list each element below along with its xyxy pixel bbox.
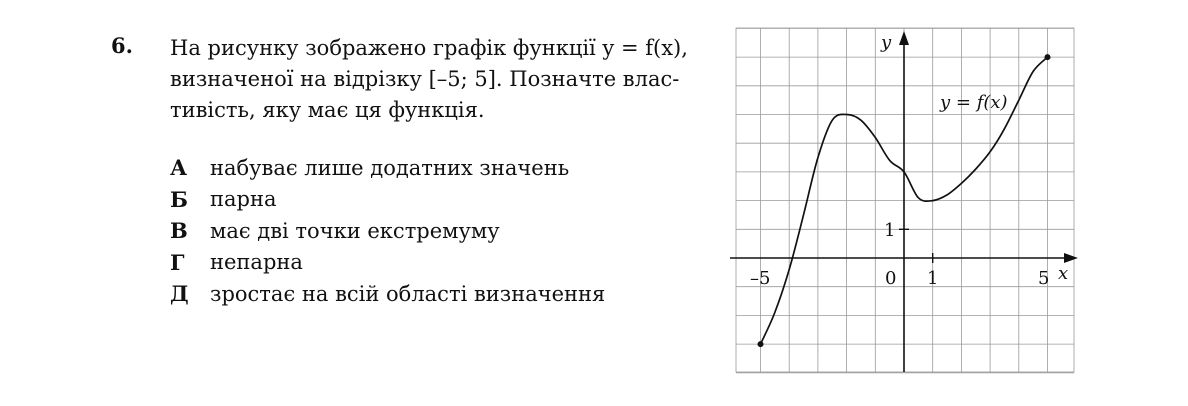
option-d[interactable] bbox=[170, 278, 605, 310]
x-tick-label: 5 bbox=[1038, 268, 1050, 289]
option-text: парна bbox=[210, 187, 277, 212]
option-v[interactable] bbox=[170, 215, 605, 247]
question-line-2: визначеної на відрізку [–5; 5]. Позначте влас- bbox=[170, 67, 680, 91]
x-tick-label: –5 bbox=[750, 268, 771, 289]
option-a[interactable] bbox=[170, 152, 605, 184]
option-text: набуває лише додатних значень bbox=[210, 155, 570, 180]
question-number: 6. bbox=[111, 33, 133, 58]
x-axis-arrow bbox=[1064, 253, 1078, 263]
axes bbox=[730, 31, 1078, 372]
option-letter: Д bbox=[170, 281, 189, 307]
grid bbox=[736, 28, 1074, 373]
curve-label: y = f(x) bbox=[940, 92, 1008, 113]
endpoint-dot bbox=[1045, 54, 1051, 60]
endpoint-dot bbox=[758, 341, 764, 347]
question-line-3: тивість, яку має ця функція. bbox=[170, 98, 485, 122]
x-tick-label: 1 bbox=[927, 268, 939, 289]
x-tick-label: 0 bbox=[885, 268, 897, 289]
x-axis-label: x bbox=[1058, 263, 1069, 284]
grid-border bbox=[736, 28, 1074, 372]
y-axis-label: y bbox=[881, 32, 892, 53]
option-text: має дві точки екстремуму bbox=[210, 218, 500, 243]
option-h[interactable] bbox=[170, 247, 605, 279]
question-line-1: На рисунку зображено графік функції y = f(x), bbox=[170, 36, 688, 60]
option-b[interactable] bbox=[170, 184, 605, 216]
answer-options bbox=[170, 152, 605, 310]
option-text: зростає на всій області визначення bbox=[210, 281, 606, 306]
option-letter: Г bbox=[170, 249, 185, 275]
option-letter: В bbox=[170, 218, 188, 244]
y-axis-arrow bbox=[899, 31, 909, 45]
function-graph bbox=[730, 26, 1080, 378]
option-text: непарна bbox=[210, 250, 303, 275]
question-text bbox=[170, 33, 730, 126]
option-letter: Б bbox=[170, 186, 188, 212]
option-letter: А bbox=[170, 155, 188, 181]
y-tick-label: 1 bbox=[884, 220, 896, 241]
